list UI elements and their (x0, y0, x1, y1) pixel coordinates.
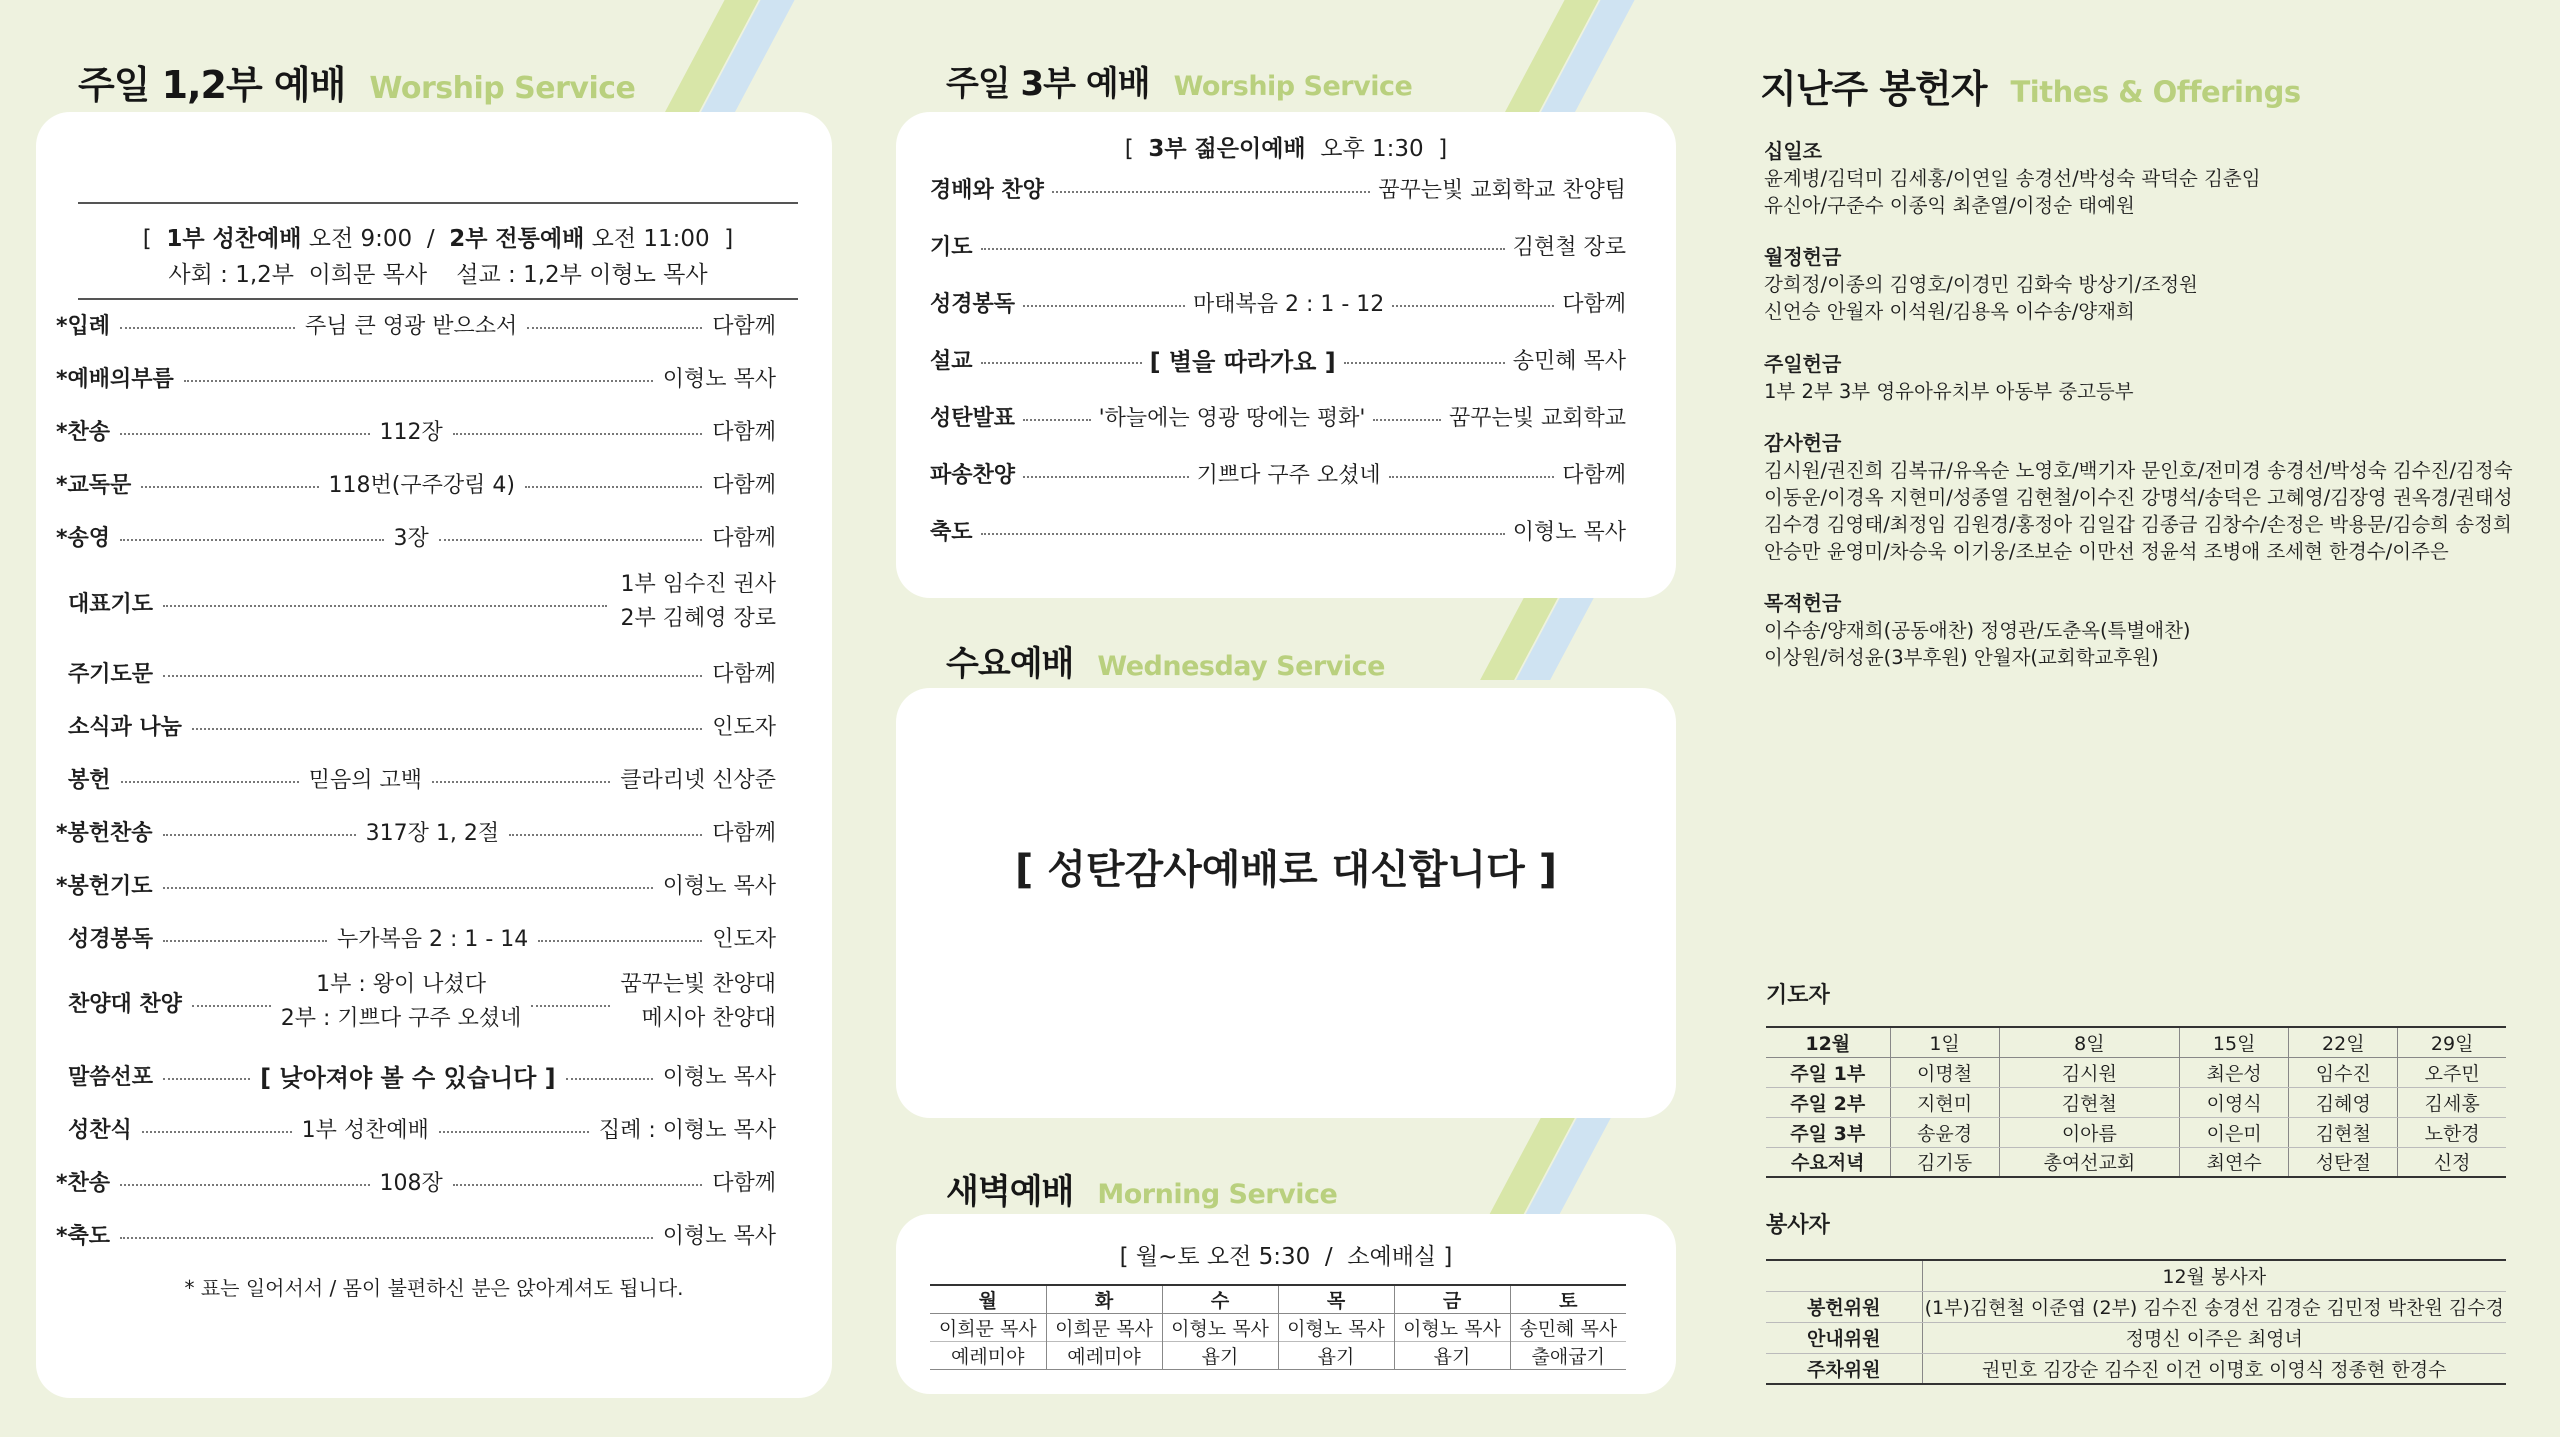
section-title-ko: 주일 1,2부 예배 (78, 63, 346, 107)
leader-cell: 이형노 목사 (1278, 1314, 1394, 1342)
order-label: 파송찬양 (930, 462, 1016, 488)
order-content: 믿음의 고백 (308, 767, 423, 793)
order-label: 성찬식 (68, 1117, 132, 1143)
order-leader: 꿈꾸는빛 교회학교 찬양팀 (1378, 177, 1626, 203)
order-label: 경배와 찬양 (930, 177, 1044, 203)
order-row (56, 650, 776, 694)
offering-line: 이수송/양재희(공동애찬) 정영관/도춘옥(특별애찬) (1764, 619, 2191, 642)
prayer-table (1766, 1026, 2506, 1178)
table-row (1766, 1117, 2506, 1147)
order-row (56, 809, 776, 853)
order-row (56, 564, 776, 640)
offering-line: 김수경 김영태/최정임 김원경/홍정아 김일갑 김종금 김창수/손정은 박용문/김승희 송정희 (1764, 513, 2512, 536)
order-leader: 이형노 목사 (662, 873, 776, 899)
table-cell: 최연수 (2180, 1147, 2289, 1177)
order-content: 118번(구주강림 4) (328, 472, 515, 498)
table-row (930, 1342, 1626, 1370)
order-leader: 김현철 장로 (1512, 234, 1626, 260)
order-content: '하늘에는 영광 땅에는 평화' (1098, 405, 1366, 431)
leader-cell: 이형노 목사 (1162, 1314, 1278, 1342)
order-row (56, 355, 776, 399)
offering-group-purpose (1764, 590, 2534, 671)
day-cell: 월 (978, 1290, 997, 1312)
role-cell: 주차위원 (1766, 1353, 1922, 1384)
order-leader: 다함께 (712, 1170, 776, 1196)
table-row (1766, 1087, 2506, 1117)
leader-cell: 이희문 목사 (938, 1318, 1037, 1340)
order-row (930, 508, 1626, 552)
order-label: *봉헌기도 (56, 873, 153, 899)
table-cell: 이명철 (1890, 1057, 1999, 1087)
day-cell: 목 (1278, 1285, 1394, 1314)
service-2-name: 2부 전통예배 (449, 226, 585, 252)
order-label: 설교 (930, 348, 973, 374)
order-leader: 꿈꾸는빛 교회학교 (1449, 405, 1627, 431)
table-cell: 김현철 (1999, 1087, 2180, 1117)
order-row (930, 451, 1626, 495)
order-row (56, 461, 776, 505)
service-leaders: 사회 : 1,2부 이희문 목사 설교 : 1,2부 이형노 목사 (168, 262, 708, 288)
order-row (930, 280, 1626, 324)
order-label: 성경봉독 (930, 291, 1016, 317)
order-label: 기도 (930, 234, 973, 260)
section-title-ko: 수요예배 (946, 644, 1074, 684)
service-2-time: 오전 11:00 (591, 226, 710, 252)
header-cell: 15일 (2180, 1027, 2289, 1057)
order-label: *예배의부름 (56, 366, 174, 392)
volunteer-table (1766, 1259, 2506, 1385)
order-leader: 집례 : 이형노 목사 (598, 1117, 776, 1143)
table-row (930, 1314, 1626, 1342)
order-content: 누가복음 2 : 1 - 14 (336, 926, 529, 952)
leader-cell: 송민혜 목사 (1510, 1314, 1626, 1342)
wednesday-message: [ 성탄감사예배로 대신합니다 ] (1014, 847, 1558, 893)
header-blank (1766, 1260, 1922, 1291)
order-leader: 인도자 (712, 926, 777, 952)
offering-line: 김시원/권진희 김복규/유옥순 노영호/백기자 문인호/전미경 송경선/박성숙 김수진/김정숙 (1764, 459, 2513, 482)
order-label: 성탄발표 (930, 405, 1016, 431)
order-row (930, 337, 1626, 381)
table-row (1766, 1353, 2506, 1384)
bracket-open: [ (142, 226, 152, 252)
table-cell: 이영식 (2180, 1087, 2289, 1117)
section-title-en: Tithes & Offerings (2010, 75, 2301, 109)
offering-heading: 월정헌금 (1764, 245, 1842, 269)
order-label: 말씀선포 (68, 1064, 154, 1090)
book-cell: 예레미야 (1046, 1342, 1162, 1370)
table-cell: 총여선교회 (1999, 1147, 2180, 1177)
order-leader: 이형노 목사 (662, 1064, 776, 1090)
table-cell: 지현미 (1890, 1087, 1999, 1117)
order-leader: 인도자 (712, 714, 776, 740)
section-title-morning (946, 1164, 1337, 1213)
service-1-name: 1부 성찬예배 (166, 226, 302, 252)
third-service-header (896, 130, 1676, 163)
section-title-wednesday (946, 636, 1385, 685)
order-row (56, 862, 776, 906)
service-time: 오후 1:30 (1320, 136, 1424, 162)
order-label: *봉헌찬송 (56, 820, 153, 846)
third-service-card (896, 112, 1676, 598)
table-cell: 오주민 (2398, 1057, 2506, 1087)
order-leader: 다함께 (712, 472, 777, 498)
offering-line: 강희정/이종의 김영호/이경민 김화숙 방상기/조정원 (1764, 273, 2198, 296)
order-row (56, 1106, 776, 1150)
service-info-header (78, 202, 798, 300)
book-cell: 욥기 (1394, 1342, 1510, 1370)
section-title-en: Worship Service (369, 71, 636, 106)
names-cell: 권민호 김강순 김수진 이건 이명호 이영식 정종현 한경수 (1922, 1353, 2506, 1384)
order-leader: 송민혜 목사 (1512, 348, 1627, 374)
header-cell: 12월 봉사자 (1922, 1260, 2506, 1291)
offering-line: 안승만 윤영미/차승욱 이기웅/조보순 이만선 정윤석 조병애 조세현 한경수/이주은 (1764, 540, 2449, 563)
offering-line: 신언승 안월자 이석원/김용옥 이수송/양재희 (1764, 300, 2135, 323)
order-label: *찬송 (56, 419, 111, 445)
offering-line: 1부 2부 3부 영유아유치부 아동부 중고등부 (1764, 380, 2134, 403)
table-cell: 김혜영 (2289, 1087, 2398, 1117)
role-cell: 봉헌위원 (1766, 1291, 1922, 1322)
order-leader (621, 568, 777, 636)
order-row (56, 1053, 776, 1097)
choir-song-2: 2부 : 기쁘다 구주 오셨네 (280, 1006, 522, 1031)
order-content: 108장 (379, 1170, 443, 1196)
order-label: *찬송 (56, 1170, 111, 1196)
order-content: 주님 큰 영광 받으소서 (305, 313, 518, 339)
order-row (56, 964, 776, 1040)
order-leader: 이형노 목사 (1512, 519, 1626, 545)
order-leader: 다함께 (1562, 291, 1627, 317)
sermon-title: [ 낮아져야 볼 수 있습니다 ] (260, 1063, 556, 1092)
table-cell: 김세홍 (2398, 1087, 2506, 1117)
table-cell: 노한경 (2398, 1117, 2506, 1147)
order-row (56, 756, 776, 800)
table-cell: 임수진 (2289, 1057, 2398, 1087)
row-label: 주일 1부 (1766, 1057, 1890, 1087)
order-label: 소식과 나눔 (68, 714, 182, 740)
offering-group-thanks (1764, 430, 2534, 565)
order-label: *축도 (56, 1223, 111, 1249)
order-content (281, 968, 522, 1036)
header-cell: 1일 (1890, 1027, 1999, 1057)
row-label: 수요저녁 (1766, 1147, 1890, 1177)
section-title-en: Morning Service (1097, 1179, 1338, 1210)
order-row (930, 394, 1626, 438)
footnote: * 표는 일어서서 / 몸이 불편하신 분은 앉아계셔도 됩니다. (184, 1276, 684, 1300)
morning-schedule-table (930, 1284, 1626, 1370)
service-name: 3부 젊은이예배 (1148, 136, 1306, 162)
table-row (930, 1285, 1626, 1314)
day-cell: 금 (1394, 1285, 1510, 1314)
bracket-close: ] (724, 226, 734, 252)
offering-line: 이동운/이경옥 지현미/성종열 김현철/이수진 강명석/송덕은 고혜영/김장영 권옥경/권태성 (1764, 486, 2513, 509)
book-cell: 욥기 (1278, 1342, 1394, 1370)
order-leader: 다함께 (1562, 462, 1627, 488)
table-cell: 이아름 (1999, 1117, 2180, 1147)
service-1-time: 오전 9:00 (308, 226, 413, 252)
order-leader: 다함께 (712, 661, 776, 687)
offering-line: 이상원/허성윤(3부후원) 안월자(교회학교후원) (1764, 646, 2159, 669)
prayer-leader-1: 1부 임수진 권사 (620, 572, 776, 597)
order-label: 성경봉독 (68, 926, 154, 952)
bracket-close: ] (1438, 136, 1448, 162)
offering-line: 유신아/구준수 이종익 최춘열/이정순 태예원 (1764, 194, 2135, 217)
choir-2: 메시아 찬양대 (641, 1006, 776, 1031)
order-row (56, 915, 776, 959)
offering-group-sunday (1764, 351, 2534, 405)
order-label: 주기도문 (68, 661, 154, 687)
order-leader: 클라리넷 신상준 (620, 767, 777, 793)
offering-heading: 목적헌금 (1764, 591, 1842, 615)
prayer-title: 기도자 (1766, 983, 1830, 1008)
order-label: 대표기도 (68, 591, 154, 617)
order-content: 마태복음 2 : 1 - 12 (1192, 291, 1385, 317)
order-content: 1부 성찬예배 (301, 1117, 429, 1143)
order-leader: 다함께 (712, 820, 777, 846)
table-row (1766, 1322, 2506, 1353)
names-cell: (1부)김현철 이준엽 (2부) 김수진 송경선 김경순 김민정 박찬원 김수경 (1922, 1291, 2506, 1322)
row-label: 주일 3부 (1766, 1117, 1890, 1147)
offering-group-tithes (1764, 138, 2534, 219)
order-row (56, 1159, 776, 1203)
row-label: 주일 2부 (1766, 1087, 1890, 1117)
table-cell: 이은미 (2180, 1117, 2289, 1147)
section-title-sunday-3 (946, 56, 1412, 105)
order-content: 317장 1, 2절 (365, 820, 500, 846)
order-leader: 다함께 (712, 419, 776, 445)
order-row (930, 166, 1626, 210)
day-cell: 토 (1510, 1285, 1626, 1314)
names-cell: 정명신 이주은 최영녀 (1922, 1322, 2506, 1353)
order-content: 112장 (379, 419, 443, 445)
table-row (1766, 1057, 2506, 1087)
order-row (56, 514, 776, 558)
leader-cell: 이형노 목사 (1394, 1314, 1510, 1342)
offering-heading: 주일헌금 (1764, 352, 1842, 376)
section-title-ko: 주일 3부 예배 (946, 64, 1150, 104)
morning-card (896, 1214, 1676, 1394)
sermon-title: [ 별을 따라가요 ] (1149, 347, 1336, 376)
table-cell: 김기동 (1890, 1147, 1999, 1177)
service-times (78, 220, 798, 253)
choir-1: 꿈꾸는빛 찬양대 (620, 972, 776, 997)
section-title-en: Worship Service (1173, 71, 1413, 102)
offering-heading: 십일조 (1764, 139, 1822, 163)
offering-line: 윤계병/김덕미 김세홍/이연일 송경선/박성숙 곽덕순 김춘임 (1764, 167, 2261, 190)
table-row (1766, 1260, 2506, 1291)
order-leader: 다함께 (712, 525, 776, 551)
section-title-en: Wednesday Service (1097, 651, 1385, 682)
order-label: *입례 (56, 313, 111, 339)
header-cell: 8일 (1999, 1027, 2180, 1057)
order-row (56, 408, 776, 452)
order-leader: 이형노 목사 (662, 366, 776, 392)
table-row (1766, 1027, 2506, 1057)
role-cell: 안내위원 (1766, 1322, 1922, 1353)
order-row (56, 703, 776, 747)
offering-heading: 감사헌금 (1764, 431, 1842, 455)
order-leader (620, 968, 776, 1036)
order-label: *교독문 (56, 472, 132, 498)
bracket-open: [ (1124, 136, 1134, 162)
day-cell: 수 (1162, 1285, 1278, 1314)
section-title-offerings (1760, 58, 2301, 113)
table-row (1766, 1291, 2506, 1322)
table-cell: 성탄절 (2289, 1147, 2398, 1177)
order-row (930, 223, 1626, 267)
separator: / (426, 226, 435, 252)
leader-cell: 이희문 목사 (1046, 1314, 1162, 1342)
order-row (56, 302, 776, 346)
table-cell: 신정 (2398, 1147, 2506, 1177)
order-label: 찬양대 찬양 (68, 991, 182, 1017)
table-cell: 최은성 (2180, 1057, 2289, 1087)
header-cell: 22일 (2289, 1027, 2398, 1057)
order-label: 축도 (930, 519, 973, 545)
table-cell: 김시원 (1999, 1057, 2180, 1087)
header-cell: 12월 (1766, 1027, 1890, 1057)
order-content: 3장 (393, 525, 429, 551)
day-cell: 화 (1046, 1285, 1162, 1314)
order-leader: 다함께 (712, 313, 776, 339)
section-title-sunday-1-2 (78, 54, 635, 109)
order-label: *송영 (56, 525, 111, 551)
order-row (56, 1212, 776, 1256)
prayer-leader-2: 2부 김혜영 장로 (620, 606, 776, 631)
order-content: 기쁘다 구주 오셨네 (1196, 462, 1381, 488)
volunteer-title: 봉사자 (1766, 1213, 1830, 1238)
worship-order-card (36, 112, 832, 1398)
wednesday-card (896, 688, 1676, 1118)
book-cell: 출애굽기 (1510, 1342, 1626, 1370)
table-row (1766, 1147, 2506, 1177)
offering-group-monthly (1764, 244, 2534, 325)
table-cell: 송윤경 (1890, 1117, 1999, 1147)
book-cell: 욥기 (1162, 1342, 1278, 1370)
header-cell: 29일 (2398, 1027, 2506, 1057)
section-title-ko: 새벽예배 (946, 1172, 1074, 1212)
section-title-ko: 지난주 봉헌자 (1760, 67, 1987, 111)
morning-header: [ 월~토 오전 5:30 / 소예배실 ] (1119, 1244, 1453, 1270)
table-cell: 김현철 (2289, 1117, 2398, 1147)
book-cell: 예레미야 (951, 1346, 1025, 1368)
order-leader: 이형노 목사 (662, 1223, 776, 1249)
choir-song-1: 1부 : 왕이 나셨다 (316, 972, 487, 997)
order-label: 봉헌 (68, 767, 111, 793)
